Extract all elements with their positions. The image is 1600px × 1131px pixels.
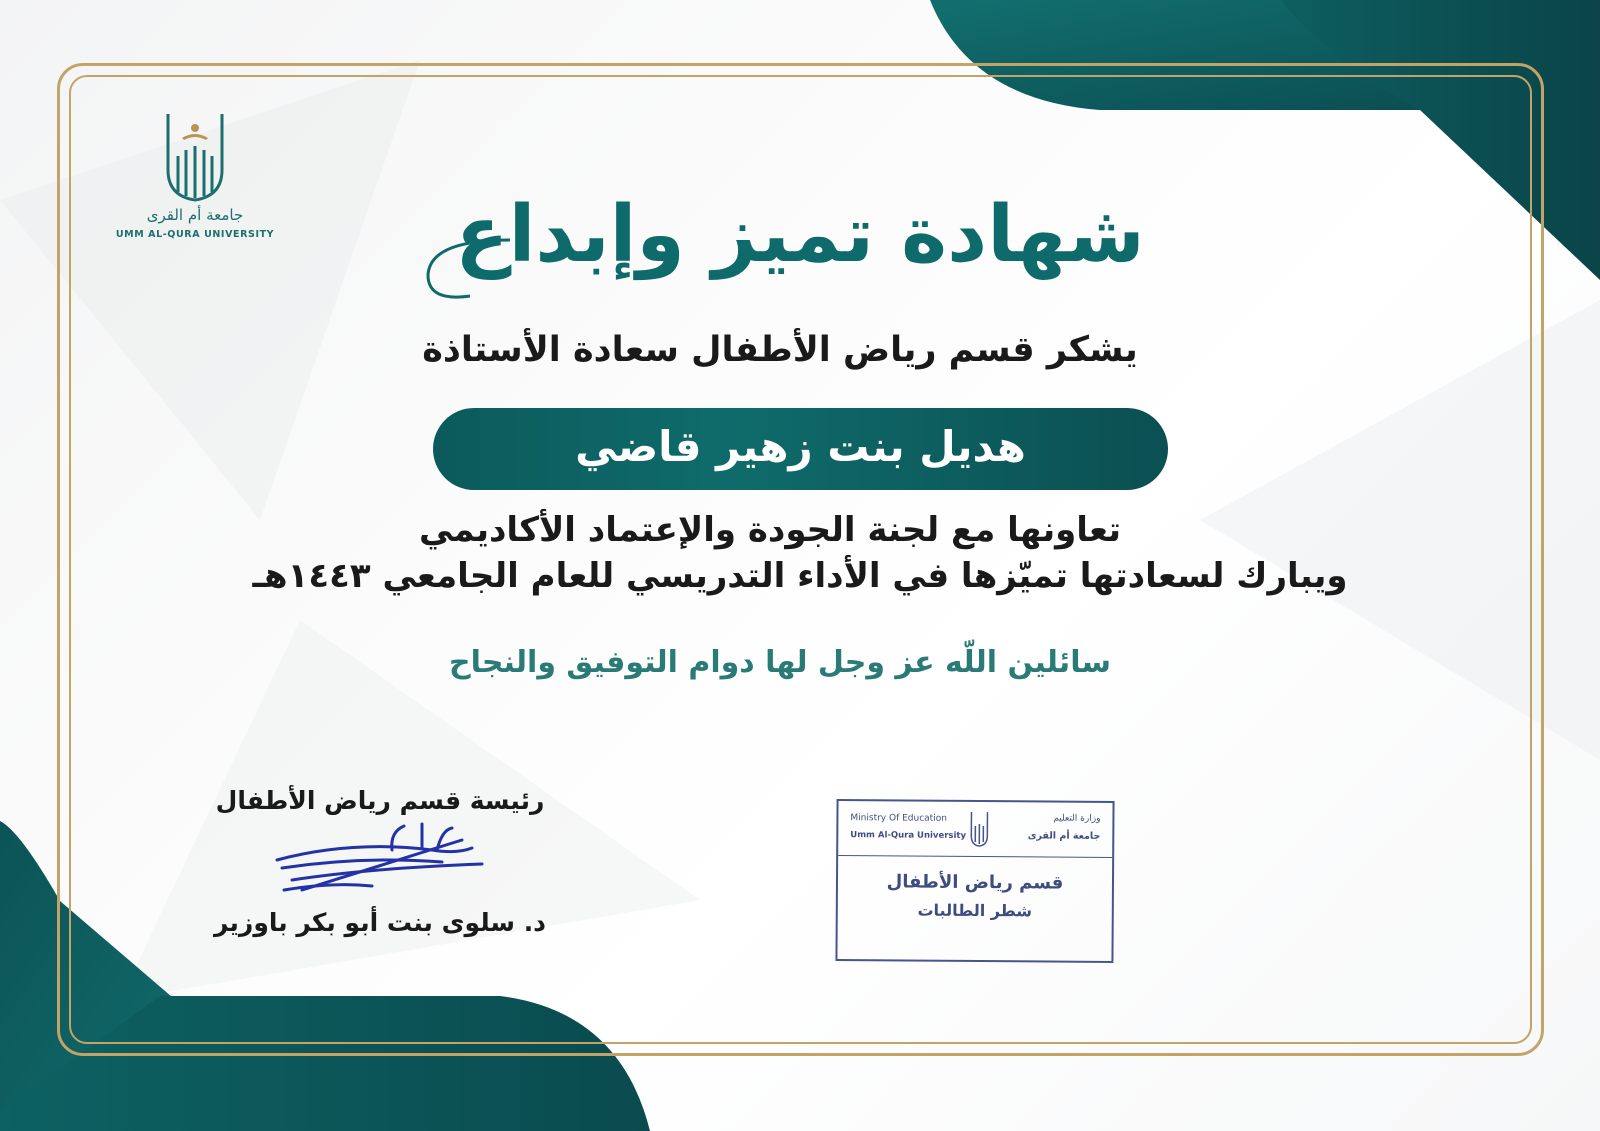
stamp-department: قسم رياض الأطفال <box>886 871 1064 894</box>
stamp-section: شطر الطالبات <box>917 900 1033 921</box>
certificate-title: شهادة تميز وإبداع <box>455 190 1145 280</box>
title-swash-ornament <box>410 230 530 310</box>
stamp-ministry-ar: وزارة التعليم <box>1053 813 1101 824</box>
recipient-name: هديل بنت زهير قاضي <box>575 422 1026 471</box>
signatory-name: د. سلوى بنت أبو بكر باوزير <box>213 908 547 937</box>
stamp-divider <box>838 855 1112 858</box>
stamp-emblem-icon <box>968 810 990 848</box>
intro-line: يشكر قسم رياض الأطفال سعادة الأستاذة <box>422 330 1138 370</box>
department-stamp <box>835 799 1114 963</box>
closing-wish: سائلين اللّه عز وجل لها دوام التوفيق والنجاح <box>449 645 1111 680</box>
university-name-en: UMM AL-QURA UNIVERSITY <box>115 229 275 240</box>
university-name-ar: جامعة أم القرى <box>146 206 244 224</box>
handwritten-signature <box>272 820 502 910</box>
body-line-1: تعاونها مع لجنة الجودة والإعتماد الأكاديمي <box>419 510 1121 550</box>
signatory-title: رئيسة قسم رياض الأطفال <box>215 786 545 815</box>
stamp-ministry-en: Ministry Of Education <box>850 813 947 824</box>
stamp-university-en: Umm Al-Qura University <box>850 830 967 841</box>
university-logo <box>110 108 280 248</box>
body-line-2: ويبارك لسعادتها تميّزها في الأداء التدريسي للعام الجامعي ١٤٤٣هـ <box>252 556 1348 596</box>
recipient-name-banner <box>433 408 1168 490</box>
stamp-university-ar: جامعة أم القرى <box>1027 830 1101 842</box>
university-emblem-icon <box>110 108 280 204</box>
